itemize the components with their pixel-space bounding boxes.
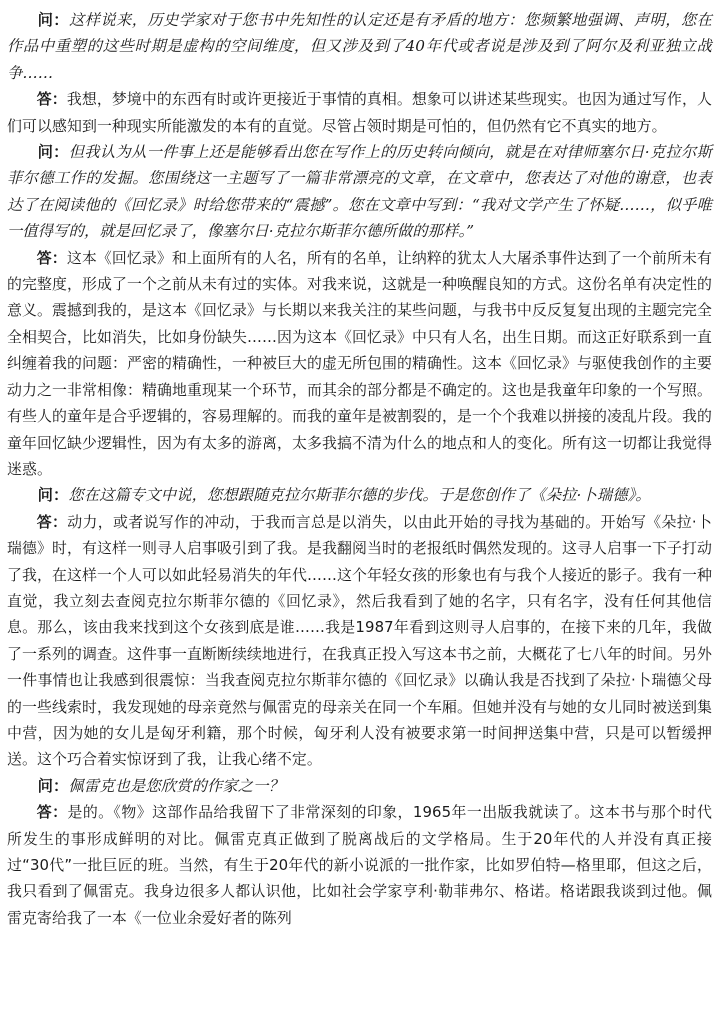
question-paragraph bbox=[7, 7, 712, 86]
question-paragraph bbox=[7, 773, 712, 799]
question-paragraph bbox=[7, 482, 712, 508]
answer-label: 答： bbox=[36, 90, 67, 109]
answer-paragraph bbox=[7, 509, 712, 773]
question-label: 问： bbox=[37, 143, 69, 162]
answer-label: 答： bbox=[36, 803, 68, 822]
answer-label: 答： bbox=[36, 512, 68, 531]
answer-label: 答： bbox=[36, 248, 67, 267]
paragraph-text: 这本《回忆录》和上面所有的人名，所有的名单，让纳粹的犹太人大屠杀事件达到了一个前所未有的完整度，形成了一个之前从未有过的实体。对我来说，这就是一种唤醒良知的方式。这份名单有决定性的意义。震撼到我的，是这本《回忆录》与长期以来我关注的某些问题，与我书中反反复复出现的主题完完全全相契合，比如消失，比如身份缺失……因为这本《回忆录》中只有人名，出生日期。而这正好联系到一直纠缠着我的问题：严密的精确性，一种被巨大的虚无所包围的精确性。这本《回忆录》与驱使我创作的主要动力之一非常相像：精确地重现某一个环节，而其余的部分都是不确定的。这也是我童年印象的一个写照。有些人的童年是合乎逻辑的，容易理解的。而我的童年是被割裂的，是一个个我难以拼接的凌乱片段。我的童年回忆缺少逻辑性，因为有太多的游离，太多我搞不清为什么的地点和人的变化。所有这一切都让我觉得迷惑。 bbox=[7, 248, 712, 478]
question-label: 问： bbox=[37, 11, 69, 29]
question-label: 问： bbox=[37, 486, 69, 505]
question-paragraph bbox=[7, 139, 712, 245]
answer-paragraph bbox=[7, 245, 712, 483]
paragraph-text: 是的。《物》这部作品给我留下了非常深刻的印象，1965年一出版我就读了。这本书与那个时代所发生的事形成鲜明的对比。佩雷克真正做到了脱离战后的文学格局。生于20年代的人并没有真正接过“30代”一批巨匠的班。当然，有生于20年代的新小说派的一批作家，比如罗伯特—格里耶，但这之后，我只看到了佩雷克。我身边很多人都认识他，比如社会学家亨利·勒菲弗尔、格诺。格诺跟我谈到过他。佩雷克寄给我了一本《一位业余爱好者的陈列 bbox=[7, 803, 712, 927]
paragraph-text: 我想，梦境中的东西有时或许更接近于事情的真相。想象可以讲述某些现实。也因为通过写作，人们可以感知到一种现实所能激发的本有的直觉。尽管占领时期是可怕的，但仍然有它不真实的地方。 bbox=[7, 90, 712, 135]
paragraph-text: 动力，或者说写作的冲动，于我而言总是以消失，以由此开始的寻找为基础的。开始写《朵拉·卜瑞德》时，有这样一则寻人启事吸引到了我。是我翻阅当时的老报纸时偶然发现的。这寻人启事一下子打动了我，在这样一个人可以如此轻易消失的年代……这个年轻女孩的形象也有与我个人接近的影子。我有一种直觉，我立刻去查阅克拉尔斯菲尔德的《回忆录》，然后我看到了她的名字，只有名字，没有任何其他信息。那么，该由我来找到这个女孩到底是谁……我是1987年看到这则寻人启事的，在接下来的几年，我做了一系列的调查。这件事一直断断续续地进行，在我真正投入写这本书之前，大概花了七八年的时间。另外一件事情也让我感到很震惊：当我查阅克拉尔斯菲尔德的《回忆录》以确认我是否找到了朵拉·卜瑞德父母的一些线索时，我发现她的母亲竟然与佩雷克的母亲关在同一个车厢。但她并没有与她的女儿同时被送到集中营，因为她的女儿是匈牙利籍，那个时候，匈牙利人没有被要求第一时间押送集中营，只是可以暂缓押送。这个巧合着实惊讶到了我，让我心绪不定。 bbox=[7, 512, 712, 769]
paragraph-text: 但我认为从一件事上还是能够看出您在写作上的历史转向倾向，就是在对律师塞尔日·克拉尔斯菲尔德工作的发掘。您围绕这一主题写了一篇非常漂亮的文章，在文章中，您表达了对他的谢意，也表达了在阅读他的《回忆录》时给您带来的“震撼”。您在文章中写到：“我对文学产生了怀疑……，似乎唯一值得写的，就是回忆录了，像塞尔日·克拉尔斯菲尔德所做的那样。” bbox=[7, 143, 712, 241]
paragraph-text: 这样说来，历史学家对于您书中先知性的认定还是有矛盾的地方：您频繁地强调、声明，您在作品中重塑的这些时期是虚构的空间维度，但又涉及到了40年代或者说是涉及到了阿尔及利亚独立战争…… bbox=[7, 11, 712, 82]
answer-paragraph bbox=[7, 799, 712, 931]
paragraph-text: 您在这篇专文中说，您想跟随克拉尔斯菲尔德的步伐。于是您创作了《朵拉·卜瑞德》。 bbox=[68, 486, 651, 505]
document-page bbox=[7, 7, 712, 931]
question-label: 问： bbox=[37, 776, 69, 795]
paragraph-text: 佩雷克也是您欣赏的作家之一？ bbox=[68, 776, 284, 795]
answer-paragraph bbox=[7, 86, 712, 139]
